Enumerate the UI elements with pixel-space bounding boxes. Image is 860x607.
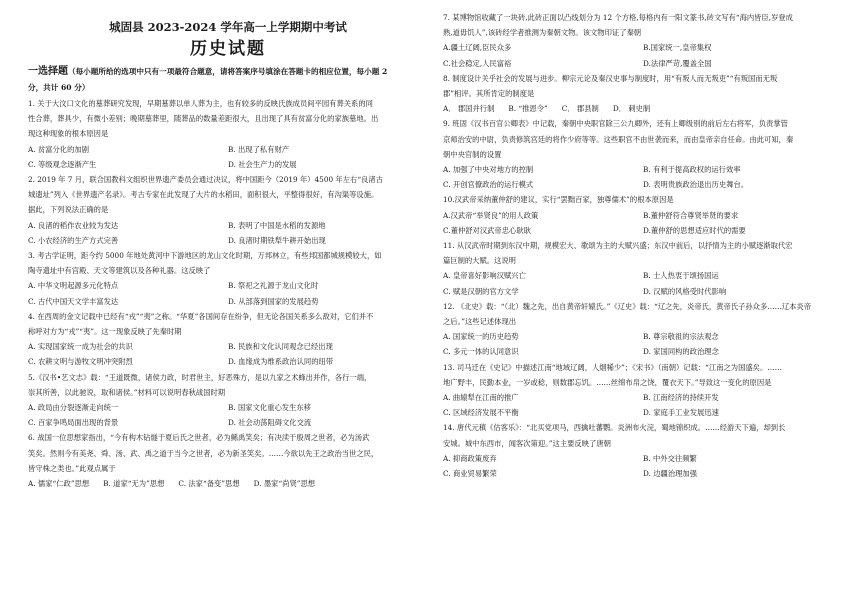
answer-option: C. 区域经济发展不平衡	[443, 408, 519, 418]
question-stem-line: 9. 班固《汉书百官公卿表》中记载，秦朝中央职官除三公九卿外，还有上卿级别的前后左右将军，负责掌管	[443, 119, 788, 129]
answer-option: B. 有利于提高政权的运行效率	[643, 165, 741, 175]
answer-option: A. 中华文明起源多元化特点	[28, 281, 119, 291]
question	[28, 172, 428, 248]
answer-options	[443, 268, 843, 298]
answer-option: B. 民族和文化认同观念已经出现	[228, 342, 333, 352]
answer-option: D. 边疆治理加强	[643, 469, 698, 479]
section-heading: 一选择题	[28, 66, 68, 77]
question-stem-line: 熟,道毋饥人”,该砖经学者推测为秦朝文物。该文物印证了秦朝	[443, 28, 642, 38]
question-stem-line: 11. 从汉武帝时期到东汉中期，规模宏大、歌颂为主的大赋兴盛；东汉中前后，以抒情为主的小赋逐渐取代宏	[443, 241, 793, 251]
question-stem-line: 笑矣。然则今有美尧、舜、汤、武、禹之道于当今之世者，必为新圣笑矣。……今欲以先王之政治当世之民，	[28, 448, 379, 458]
question	[443, 238, 843, 299]
answer-option: B. 士人热衷于颂扬国运	[643, 271, 719, 281]
question-stem-line: 7. 某博物馆收藏了一块砖,此砖正面以凸线划分为 12 个方格,每格内有一阳文篆书,砖文写有“海内皆臣,岁登成	[443, 13, 793, 22]
answer-option: A． 郡国并行制	[443, 104, 495, 114]
question	[443, 420, 843, 481]
answer-option: C.社会稳定,人民富裕	[443, 58, 512, 68]
answer-options	[28, 339, 428, 369]
answer-option: C. 古代中国天文学丰富发达	[28, 296, 119, 306]
answer-option: B. 表明了中国是水稻的发源地	[228, 220, 326, 230]
answer-option: D. 墨家“尚贤”思想	[253, 479, 316, 489]
answer-option: D. 社会生产力的发展	[228, 159, 297, 169]
answer-options	[443, 162, 843, 192]
answer-option: A. 儒家“仁政”思想	[28, 479, 90, 489]
right-question-list	[443, 10, 843, 481]
answer-option: B. 祭祀之礼源于龙山文化时	[228, 281, 319, 291]
answer-option: B. “推恩令”	[508, 104, 548, 114]
answer-option: D. 从部落到国家的发展趋势	[228, 296, 319, 306]
answer-option: C. 法家“备变”思想	[178, 479, 240, 489]
answer-option: D. 汉赋的风格受时代影响	[643, 286, 727, 296]
question-stem-line: 性合葬，葬具少，有微小差别；晚期墓葬里，随葬品的数量差距很大，且出现了具有贫富分化的家族墓地。出	[28, 114, 379, 124]
answer-option: A. 皇帝喜好影响汉赋兴亡	[443, 271, 526, 281]
question-stem-line: 城遗址”列入《世界遗产名录》。考古专家在此发现了大片的水稻田，面积很大，平整得很好，有沟渠等设施。	[28, 190, 379, 200]
question-stem-line: 崇其所善，以此驰说，取和诸侯。”材料可以说明春秋战国时期	[28, 387, 226, 397]
answer-option: D. 社会动荡阻碍文化交流	[228, 418, 312, 428]
answer-options	[28, 278, 428, 308]
question	[443, 71, 843, 117]
answer-option: D. 表明贵族政治退出历史舞台。	[643, 180, 749, 190]
answer-option: D.董仲舒的思想适应时代的需要	[643, 225, 746, 235]
question-stem-line: 13. 司马迁在《史记》中描述江南“地域辽阔，人烟稀少”；《宋书》（南朝）记载：“江南之为国盛矣。……	[443, 362, 782, 372]
answer-option: A. 曲辕犁在江南的推广	[443, 393, 519, 403]
question	[28, 96, 428, 172]
answer-option: C. 小农经济的生产方式完善	[28, 235, 119, 245]
section-instruction-line-2: 分，共计 60 分）	[28, 83, 90, 92]
answer-option: A. 实现国家统一成为社会的共识	[28, 342, 133, 352]
left-question-list	[28, 96, 428, 491]
question-stem-line: 地广野丰，民勤本业，一岁或稔，则数郡忘饥。……丝绵布帛之饶，覆衣天下。”导致这一变化的原因是	[443, 377, 772, 387]
answer-option: D. 良渚时期铁犁牛耕开始出现	[228, 235, 326, 245]
question	[443, 360, 843, 421]
answer-option: B. 道家“无为”思想	[103, 479, 165, 489]
question-stem-line: 称呼对方为“戎”“夷”。这一现象反映了先秦时期	[28, 327, 182, 337]
answer-option: B. 江南经济的持续开发	[643, 393, 719, 403]
answer-option: C. 多元一体的认同意识	[443, 347, 519, 357]
answer-option: A. 国家统一的历史趋势	[443, 332, 519, 342]
answer-option: A. 良渚的稻作农业较为发达	[28, 220, 119, 230]
question	[28, 309, 428, 370]
question-stem-line: 4. 在西周的金文记载中已经有“戎”“夷”之称。“华夏”各国间存在纷争，但无论各国关系多么敌对，它们并不	[28, 311, 374, 321]
answer-option: B. 出现了私有财产	[228, 144, 290, 154]
question-stem-line: 1. 关于大汶口文化的墓葬研究发现，早期墓葬以单人葬为主，也有较多的反映氏族成员间平园有葬关系的同	[28, 99, 373, 108]
answer-option: D.法律严苛,覆盖全国	[643, 58, 712, 68]
answer-options	[443, 101, 843, 116]
question-stem-line: 据此，下列说法正确的是	[28, 205, 109, 215]
answer-option: C. 开创官僚政治的运行模式	[443, 180, 534, 190]
question-stem-line: 2. 2019 年 7 月，联合国教科文组织世界遗产委员会通过决议，将中国距今（2019 年）4500 年左右“良渚古	[28, 175, 383, 185]
question	[28, 370, 428, 431]
answer-option: D. 家国同构的政治理念	[643, 347, 719, 357]
question	[443, 299, 843, 360]
answer-options	[443, 451, 843, 481]
answer-option: C. 商业贸易繁荣	[443, 469, 497, 479]
question-stem-line: 5.《汉书•艺文志》载：“王道既微，诸侯力政，时君世主，好恶殊方，是以九家之术蜂出并作，各行一端，	[28, 372, 372, 382]
answer-option: C. 等级观念逐渐产生	[28, 159, 97, 169]
section-instruction-line-1: （每小题所给的选项中只有一项最符合题意，请将答案序号填涂在答题卡的相应位置，每小题 2	[68, 67, 388, 76]
right-column	[443, 10, 843, 481]
question-stem-line: 朝中央官制的设置	[443, 149, 502, 159]
answer-option: D. 家庭手工业发展迅速	[643, 408, 719, 418]
answer-option: A. 抑商政策废弃	[443, 453, 497, 463]
answer-option: B.董仲舒符合尊贤举贤的要求	[643, 210, 739, 220]
answer-option: C. 农耕文明与游牧文明冲突附烈	[28, 357, 133, 367]
question-stem-line: 现这种现象的根本原因是	[28, 129, 109, 139]
question-stem-line: 皆守株之类也。”此观点属于	[28, 463, 116, 473]
exam-title: 城固县 2023-2024 学年高一上学期期中考试	[109, 20, 347, 34]
answer-option: C.董仲舒对汉武帝忠心耿耿	[443, 225, 531, 235]
question-stem-line: 安城。城中东西市，闻客次第迎。”这主要反映了唐朝	[443, 438, 611, 448]
answer-option: C. 百家争鸣局面出现的背景	[28, 418, 119, 428]
answer-options	[28, 218, 428, 248]
question-stem-line: 6. 战国一位思想家指出，“今有构木钻燧于夏后氏之世者，必为鲧禹笑矣；有决渎于殷周之世者，必为汤武	[28, 433, 370, 443]
answer-option: A. 政局由分裂逐渐走向统一	[28, 403, 119, 413]
answer-option: C． 郡县制	[561, 104, 599, 114]
section-instructions	[28, 64, 428, 96]
left-column	[28, 10, 428, 491]
question-stem-line: 陶寺遗址中有宫殿、天文等建筑以及各种礼器。这反映了	[28, 266, 211, 276]
answer-option: D． 刺史制	[612, 104, 651, 114]
answer-option: B.国家统一,皇帝集权	[643, 43, 712, 53]
question-stem-line: 8. 制度设计关乎社会的发展与进步。柳宗元论及秦汉史事与制度时，用“有叛人而无叛吏”“有叛国而无叛	[443, 73, 778, 83]
question	[28, 248, 428, 309]
question-stem-line: 之后。”这些记述体现出	[443, 317, 517, 327]
question-stem-line: 10.汉武帝采纳董仲舒的建议，实行“罢黜百家，独尊儒术”的根本原因是	[443, 195, 674, 205]
question	[28, 430, 428, 491]
question	[443, 116, 843, 192]
answer-option: A. 加强了中央对地方的控制	[443, 165, 534, 175]
answer-options	[443, 208, 843, 238]
question-stem-line: 篇巨制的大赋。这说明	[443, 256, 516, 266]
question-stem-line: 京师治安的中尉，负责修筑宫廷的将作少府等等。这些职官不由世袭而来，而由皇帝亲自任命。由此可知，秦	[443, 134, 794, 144]
question-stem-line: 12. 《北史》载：“（北）魏之先，出自黄帝轩辕氏。”《辽史》载：“辽之先，炎帝氏，黄帝氏子孙众多……辽本炎帝	[443, 301, 812, 311]
answer-option: A.疆土辽阔,臣民众多	[443, 43, 512, 53]
answer-option: B. 中外交往频繁	[643, 453, 697, 463]
answer-option: A.汉武帝“举贤良”的用人政策	[443, 210, 539, 220]
subject-title: 历史试题	[190, 39, 266, 59]
question	[443, 192, 843, 238]
question	[443, 10, 843, 71]
question-stem-line: 郡”相评。其所肯定的制度是	[443, 89, 535, 99]
answer-option: D. 血缘成为维系政治认同的纽带	[228, 357, 334, 367]
answer-options	[443, 40, 843, 70]
answer-options	[28, 400, 428, 430]
answer-option: B. 尊宗敬祖的宗法观念	[643, 332, 719, 342]
answer-options	[443, 390, 843, 420]
answer-options	[443, 329, 843, 359]
answer-option: A. 贫富分化的加剧	[28, 144, 89, 154]
answer-options	[28, 142, 428, 172]
question-stem-line: 3. 考古学证明，距今约 5000 年地处黄河中下游地区的龙山文化时期，万邦林立，有些邦国都城规模较大，如	[28, 251, 382, 261]
answer-options	[28, 476, 428, 491]
question-stem-line: 14. 唐代元稹《估客乐》：“北买党项马，西擒吐蕃鹦。炎洲布火浣，蜀地锦织成。……经游天下遍，却到长	[443, 423, 786, 433]
answer-option: B. 国家文化重心发生东移	[228, 403, 311, 413]
answer-option: C. 赋是汉朝的官方文学	[443, 286, 519, 296]
